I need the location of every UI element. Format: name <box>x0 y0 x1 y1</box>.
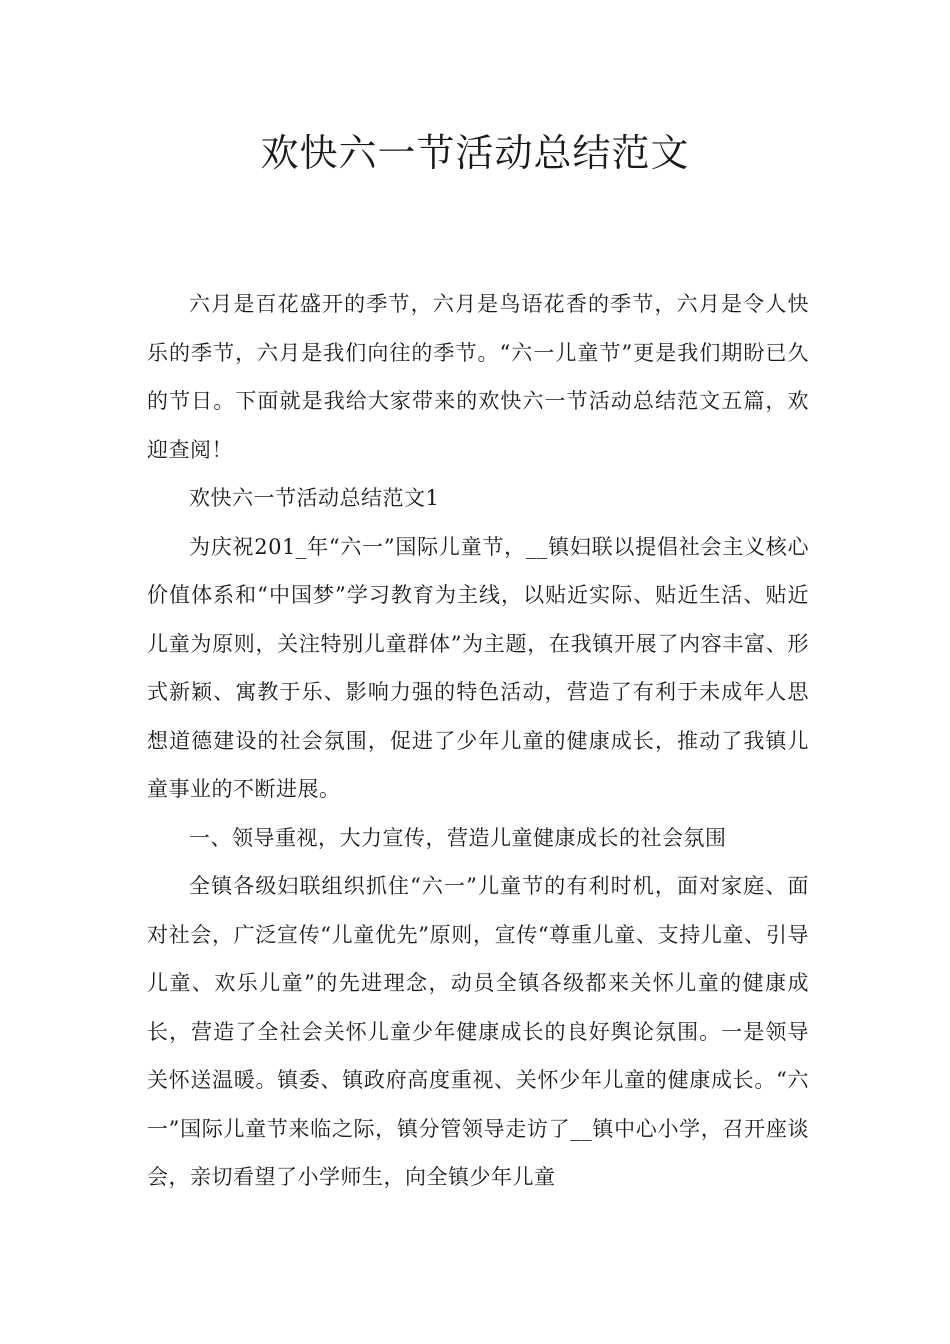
body-paragraph: 为庆祝201_年“六一”国际儿童节，__镇妇联以提倡社会主义核心价值体系和“中国梦”学习教育为主线，以贴近实际、贴近生活、贴近儿童为原则，关注特别儿童群体”为主题，在我镇开展了内容丰富、形式新颖、寓教于乐、影响力强的特色活动，营造了有利于未成年人思想道德建设的社会氛围，促进了少年儿童的健康成长，推动了我镇儿童事业的不断进展。 <box>147 534 809 801</box>
intro-paragraph: 六月是百花盛开的季节，六月是鸟语花香的季节，六月是令人快乐的季节，六月是我们向往的季节。“六一儿童节”更是我们期盼已久的节日。下面就是我给大家带来的欢快六一节活动总结范文五篇，欢迎查阅！ <box>147 292 809 462</box>
document-title: 欢快六一节活动总结范文 <box>260 131 690 175</box>
body-paragraph: 全镇各级妇联组织抓住“六一”儿童节的有利时机，面对家庭、面对社会，广泛宣传“儿童优先”原则，宣传“尊重儿童、支持儿童、引导儿童、欢乐儿童”的先进理念，动员全镇各级都来关怀儿童的健康成长，营造了全社会关怀儿童少年健康成长的良好舆论氛围。一是领导关怀送温暖。镇委、镇政府高度重视、关怀少年儿童的健康成长。“六一”国际儿童节来临之际，镇分管领导走访了__镇中心小学，召开座谈会，亲切看望了小学师生，向全镇少年儿童 <box>147 874 809 1189</box>
subsection-heading: 一、领导重视，大力宣传，营造儿童健康成长的社会氛围 <box>189 825 727 850</box>
section-heading: 欢快六一节活动总结范文1 <box>189 486 440 510</box>
document-body <box>147 280 809 1202</box>
